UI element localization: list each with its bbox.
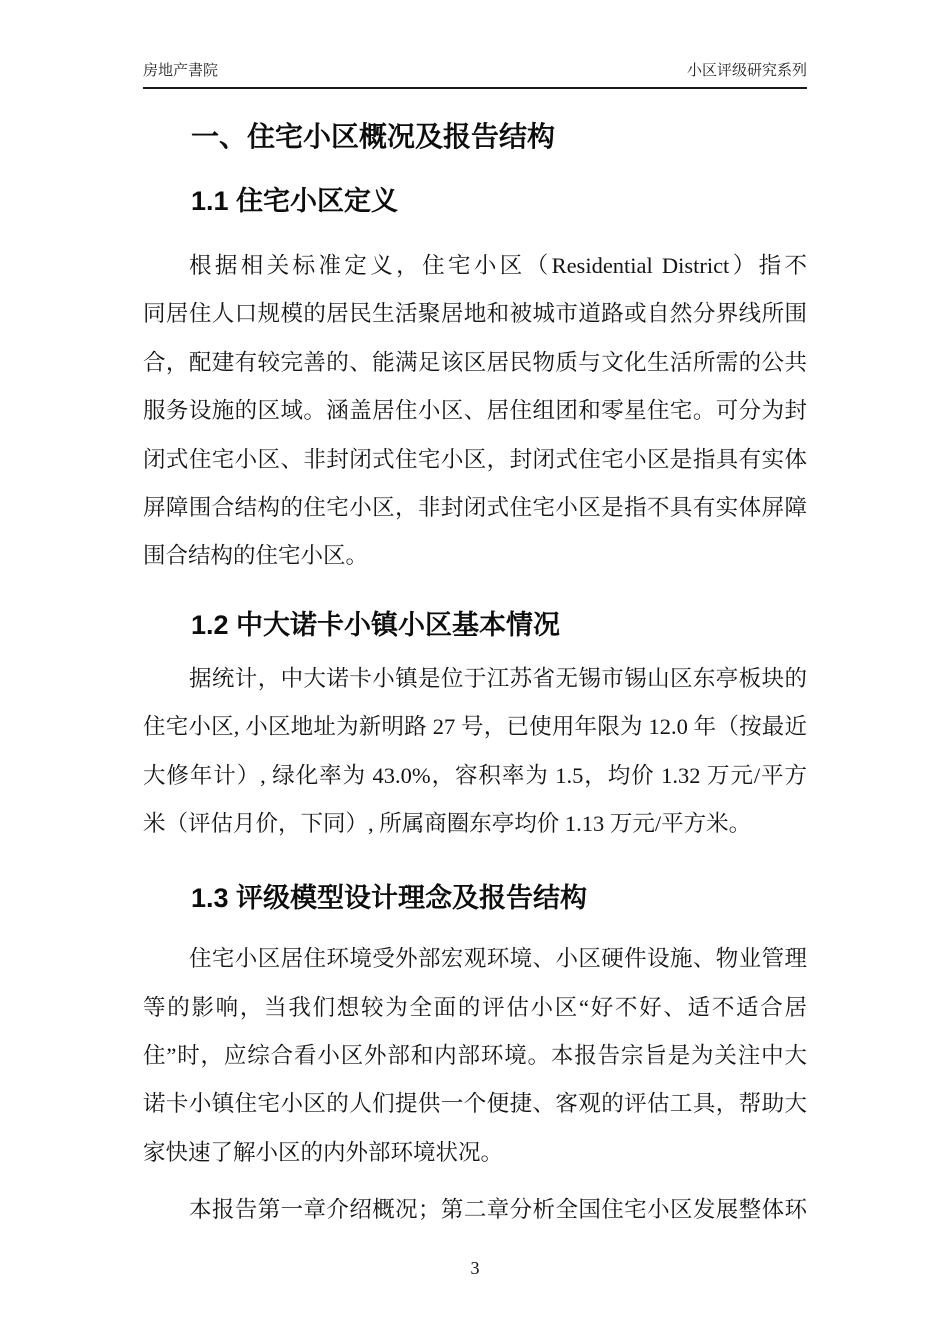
paragraph-line: 合，配建有较完善的、能满足该区居民物质与文化生活所需的公共	[143, 349, 807, 375]
section-heading-1-1: 1.1 住宅小区定义	[191, 186, 399, 216]
paragraph-line: 住”时，应综合看小区外部和内部环境。本报告宗旨是为关注中大	[143, 1043, 807, 1069]
paragraph-line: 住宅小区居住环境受外部宏观环境、小区硬件设施、物业管理	[189, 946, 807, 972]
paragraph-line: 等的影响，当我们想较为全面的评估小区“好不好、适不适合居	[143, 994, 807, 1020]
section-heading-1-2: 1.2 中大诺卡小镇小区基本情况	[191, 609, 561, 640]
paragraph-line: 闭式住宅小区、非封闭式住宅小区，封闭式住宅小区是指具有实体	[143, 446, 807, 472]
paragraph-line: 住宅小区, 小区地址为新明路 27 号，已使用年限为 12.0 年（按最近	[143, 714, 807, 740]
paragraph-basic-info	[143, 655, 807, 849]
paragraph-line: 家快速了解小区的内外部环境状况。	[143, 1139, 504, 1165]
paragraph-line: 同居住人口规模的居民生活聚居地和被城市道路或自然分界线所围	[143, 301, 807, 327]
section-heading-1-3: 1.3 评级模型设计理念及报告结构	[191, 883, 588, 914]
chapter-heading: 一、住宅小区概况及报告结构	[191, 121, 556, 152]
paragraph-design-concept	[143, 935, 807, 1177]
page-footer	[0, 1257, 950, 1279]
paragraph-line: 本报告第一章介绍概况；第二章分析全国住宅小区发展整体环	[189, 1197, 807, 1223]
paragraph-line: 围合结构的住宅小区。	[143, 543, 369, 569]
paragraph-line: 米（评估月价，下同）, 所属商圈东亭均价 1.13 万元/平方米。	[143, 810, 752, 836]
paragraph-definition	[143, 242, 807, 581]
paragraph-line: 根据相关标准定义，住宅小区（Residential District）指不	[189, 253, 807, 278]
paragraph-line: 服务设施的区域。涵盖居住小区、居住组团和零星住宅。可分为封	[143, 398, 807, 424]
page-number: 3	[470, 1258, 480, 1278]
header-right-text: 小区评级研究系列	[686, 62, 807, 79]
paragraph-line: 屏障围合结构的住宅小区，非封闭式住宅小区是指不具有实体屏障	[143, 494, 807, 520]
paragraph-line: 大修年计）, 绿化率为 43.0%，容积率为 1.5，均价 1.32 万元/平方	[143, 762, 807, 788]
page-header	[143, 0, 807, 89]
paragraph-report-structure	[143, 1186, 807, 1234]
paragraph-line: 诺卡小镇住宅小区的人们提供一个便捷、客观的评估工具，帮助大	[143, 1091, 807, 1117]
header-left-text: 房地产書院	[143, 62, 219, 79]
paragraph-line: 据统计，中大诺卡小镇是位于江苏省无锡市锡山区东亭板块的	[189, 665, 807, 691]
